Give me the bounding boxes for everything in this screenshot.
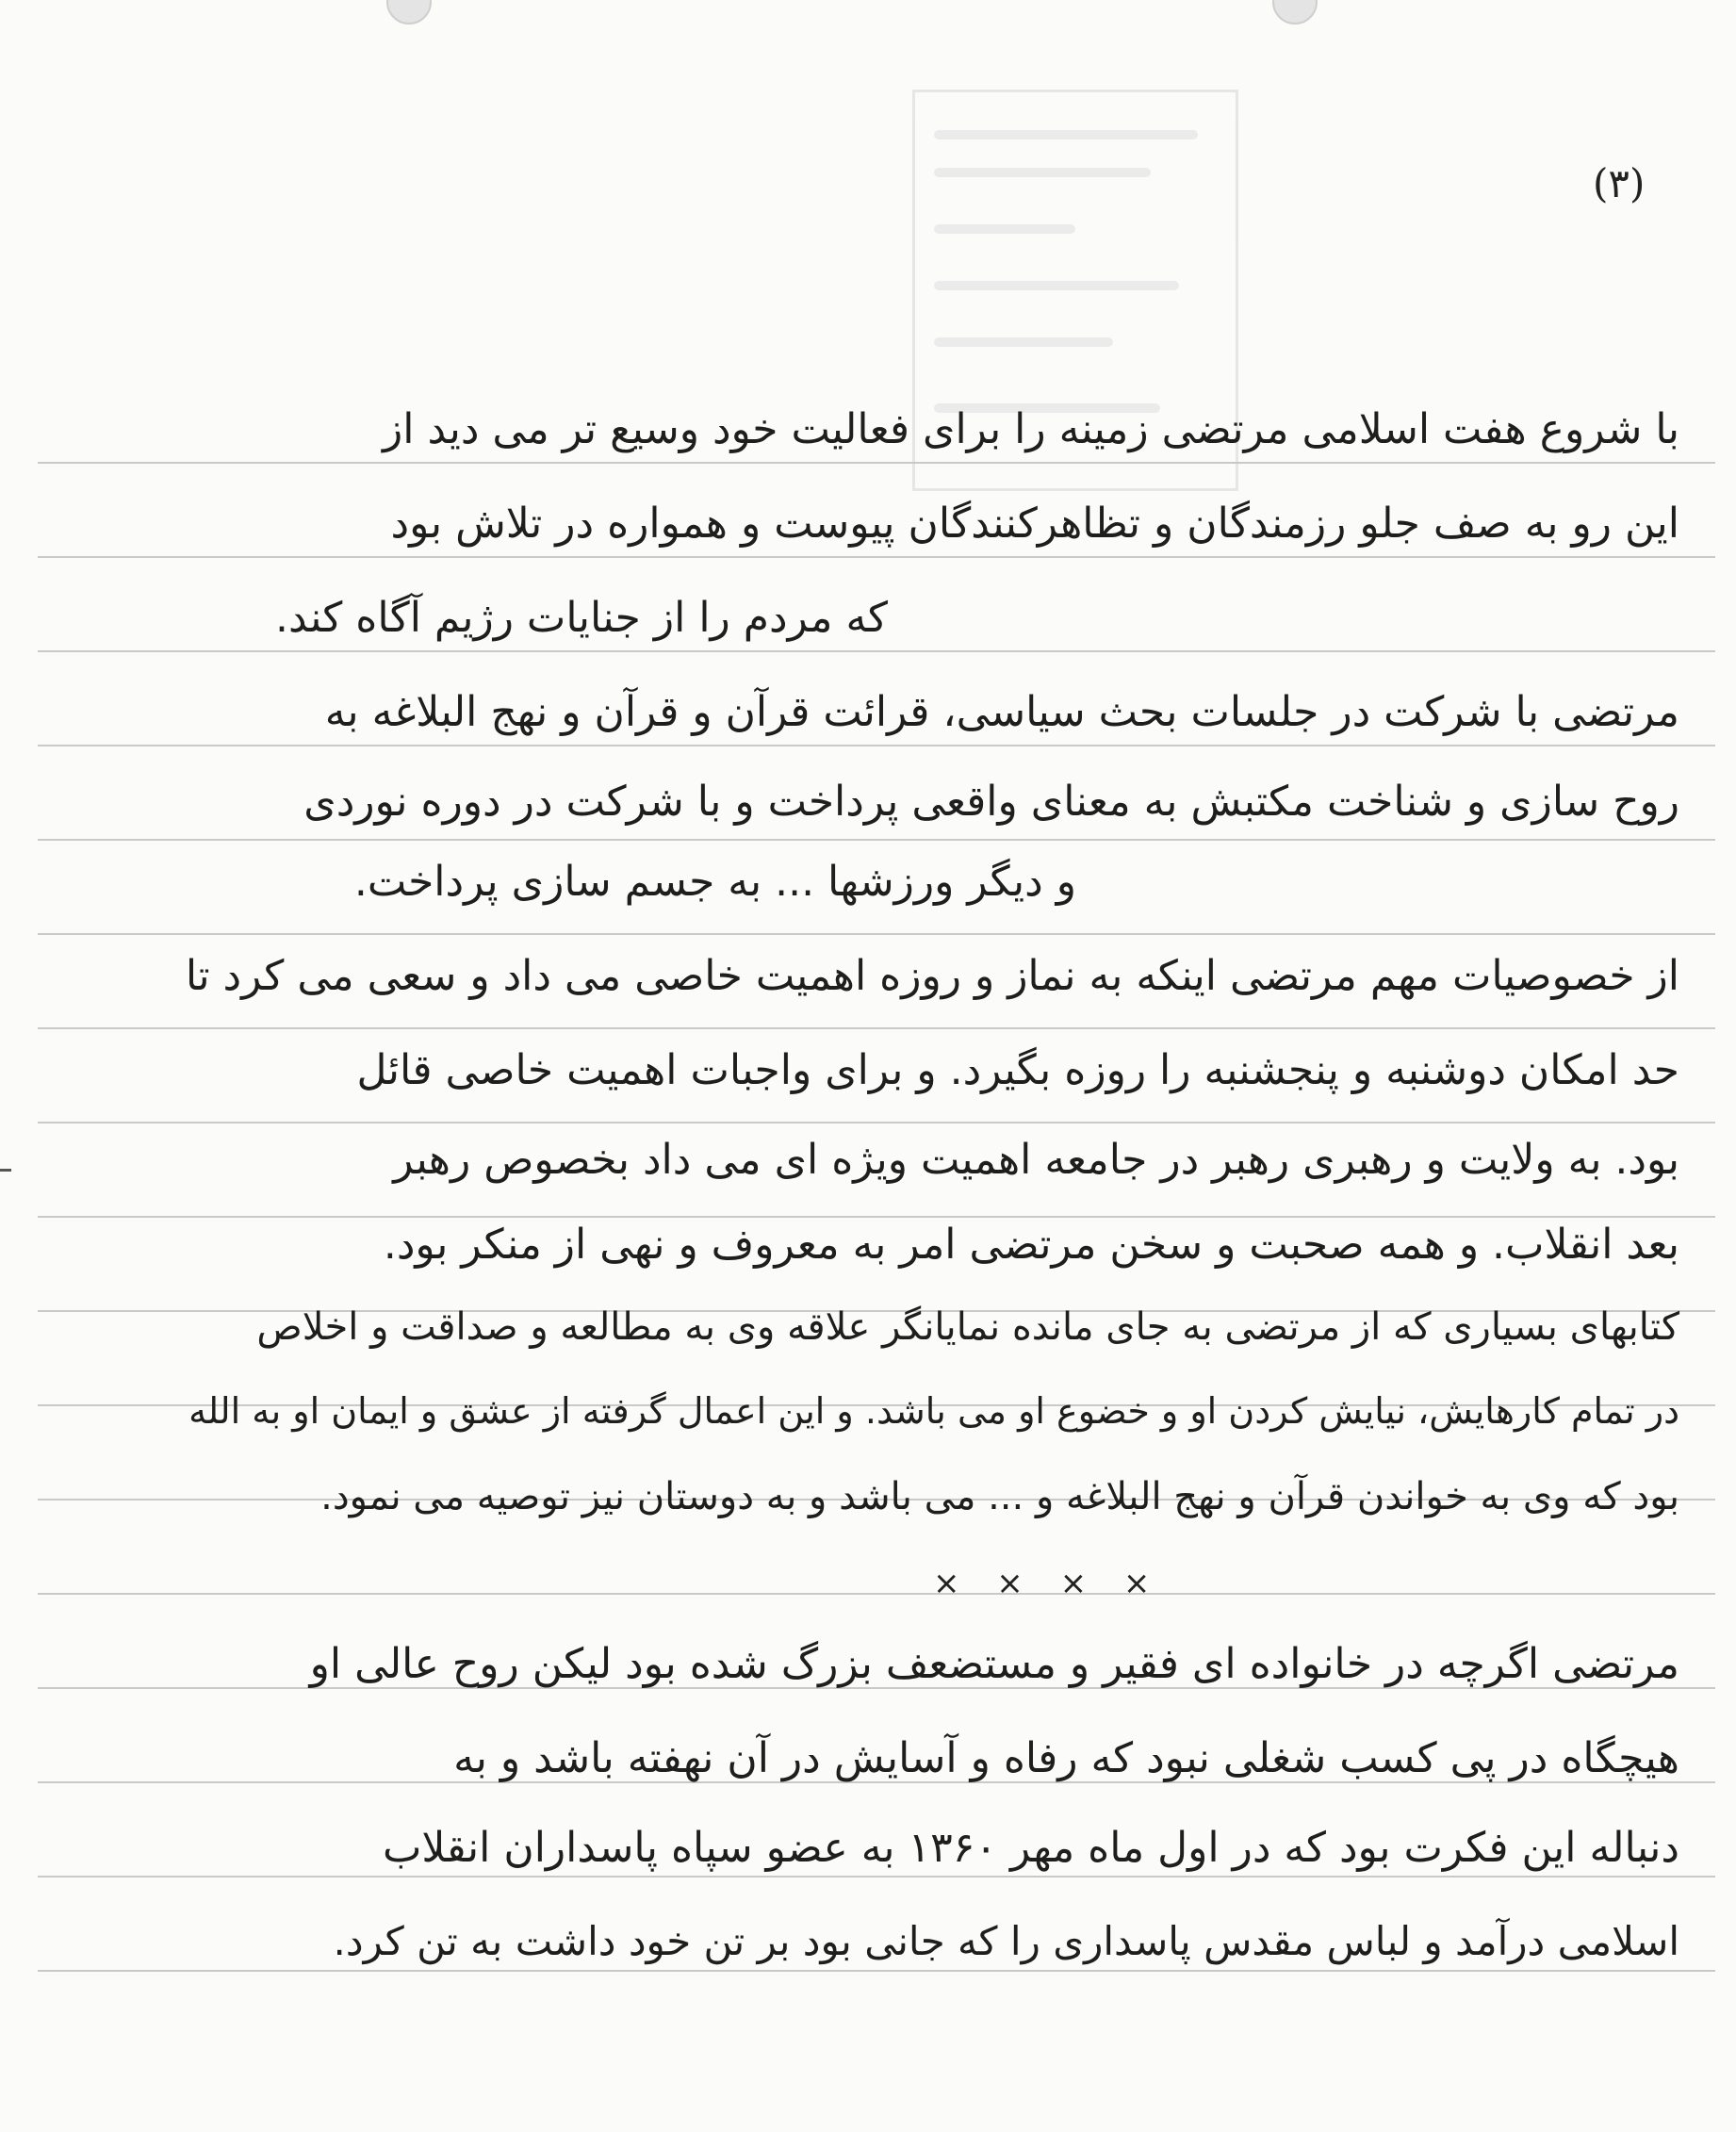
text-line: دنباله این فکرت بود که در اول ماه مهر ۱۳۶۰ به عضو سپاه پاسداران انقلاب (382, 1824, 1679, 1872)
text-line: از خصوصیات مهم مرتضی اینکه به نماز و روزه اهمیت خاصی می داد و سعی می کرد تا (185, 952, 1679, 1000)
ruled-line (38, 1216, 1715, 1218)
text-line: در تمام کارهایش، نیایش کردن او و خضوع او می باشد. و این اعمال گرفته از عشق و ایمان او به الله (188, 1390, 1679, 1432)
binder-hole-left (386, 0, 432, 25)
text-line: این رو به صف جلو رزمندگان و تظاهرکنندگان پیوست و همواره در تلاش بود (390, 500, 1679, 548)
text-line: بعد انقلاب. و همه صحبت و سخن مرتضی امر به معروف و نهی از منکر بود. (383, 1221, 1679, 1269)
ruled-line (38, 1876, 1715, 1878)
ruled-line (38, 650, 1715, 652)
ruled-line (38, 839, 1715, 841)
margin-mark (0, 1169, 11, 1172)
ruled-line (38, 462, 1715, 464)
binder-hole-right (1272, 0, 1318, 25)
text-line: روح سازی و شناخت مکتبش به معنای واقعی پرداخت و با شرکت در دوره نوردی (303, 778, 1679, 826)
text-line: حد امکان دوشنبه و پنجشنبه را روزه بگیرد. و برای واجبات اهمیت خاصی قائل (356, 1046, 1679, 1094)
ruled-line (38, 1593, 1715, 1595)
ruled-line (38, 556, 1715, 558)
ruled-line (38, 1122, 1715, 1123)
text-line: با شروع هفت اسلامی مرتضی زمینه را برای فعالیت خود وسیع تر می دید از (383, 405, 1679, 453)
ruled-line (38, 1970, 1715, 1972)
ruled-line (38, 1027, 1715, 1029)
text-line: بود. به ولایت و رهبری رهبر در جامعه اهمیت ویژه ای می داد بخصوص رهبر (393, 1136, 1679, 1184)
text-line: و دیگر ورزشها ... به جسم سازی پرداخت. (353, 858, 1076, 906)
text-line: هیچگاه در پی کسب شغلی نبود که رفاه و آسایش در آن نهفته باشد و به (453, 1734, 1679, 1782)
text-line: اسلامی درآمد و لباس مقدس پاسداری را که جانی بود بر تن خود داشت به تن کرد. (333, 1918, 1679, 1964)
text-line: مرتضی اگرچه در خانواده ای فقیر و مستضعف بزرگ شده بود لیکن روح عالی او (309, 1640, 1679, 1688)
text-line: که مردم را از جنایات رژیم آگاه کند. (275, 594, 888, 642)
section-divider: × × × × (933, 1565, 1164, 1602)
ruled-line (38, 933, 1715, 935)
text-line: بود که وی به خواندن قرآن و نهج البلاغه و ... می باشد و به دوستان نیز توصیه می نمود. (320, 1475, 1679, 1518)
text-line: مرتضی با شرکت در جلسات بحث سیاسی، قرائت قرآن و قرآن و نهج البلاغه به (324, 688, 1679, 736)
text-line: کتابهای بسیاری که از مرتضی به جای مانده نمایانگر علاقه وی به مطالعه و صداقت و اخلاص (256, 1305, 1679, 1349)
ruled-line (38, 745, 1715, 746)
page-number: (۳) (1593, 160, 1646, 206)
